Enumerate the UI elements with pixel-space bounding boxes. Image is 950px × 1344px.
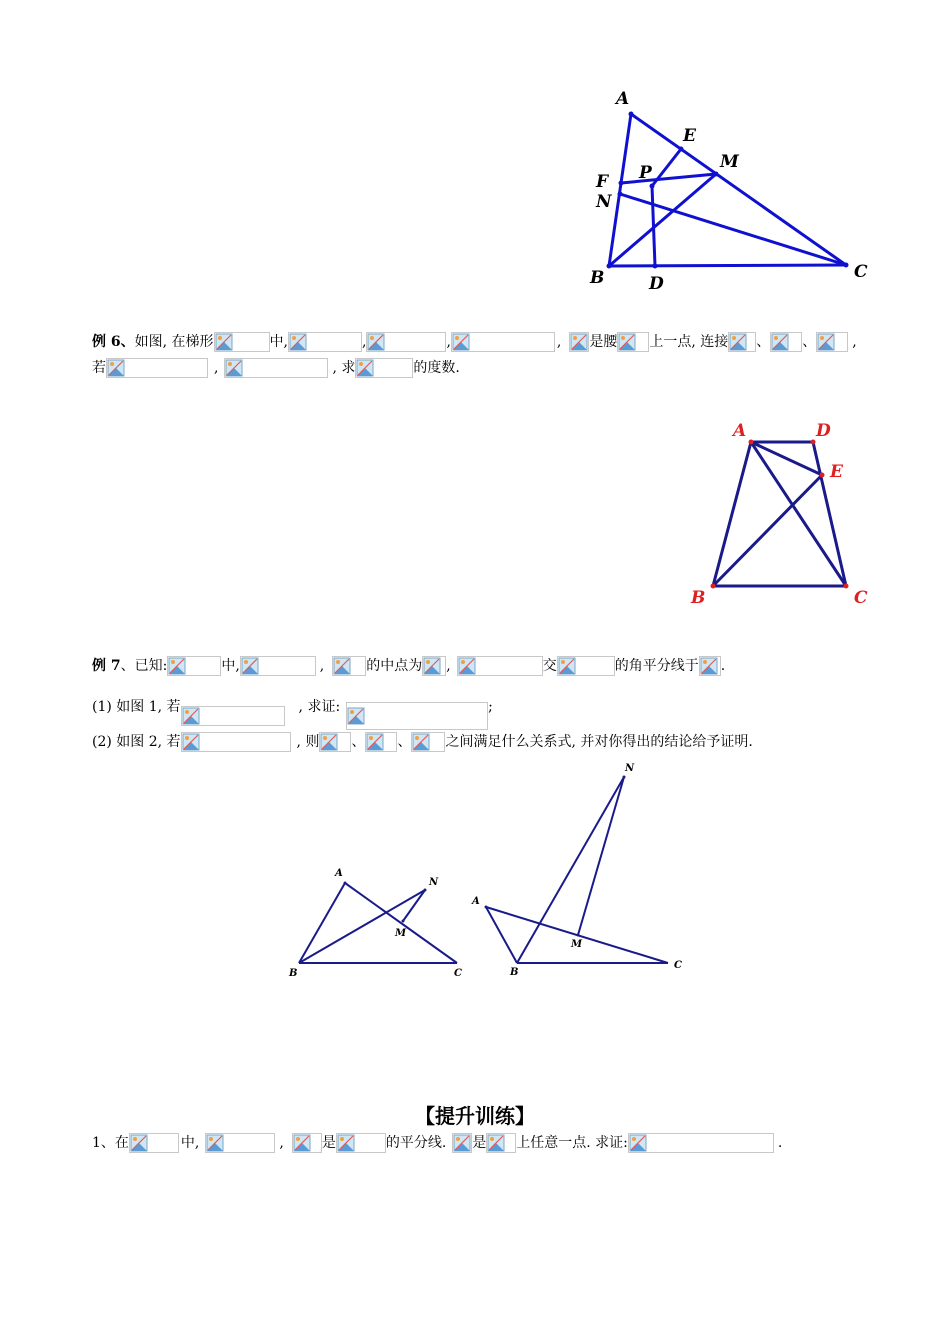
broken-image-icon: [452, 1133, 472, 1153]
figure-1-triangle: [280, 860, 470, 985]
label-c: C: [854, 588, 868, 608]
label-b: B: [590, 268, 605, 288]
broken-image-icon: [240, 656, 316, 676]
broken-image-icon: [486, 1133, 516, 1153]
broken-image-icon: [224, 358, 328, 378]
broken-image-icon: [366, 332, 446, 352]
broken-image-icon: [319, 732, 351, 752]
question-1: 1、在 中, , 是 的平分线. 是 上任意一点. 求证: .: [92, 1135, 783, 1151]
label-f: F: [596, 172, 609, 192]
label-c: C: [454, 968, 462, 979]
broken-image-icon: [365, 732, 397, 752]
broken-image-icon: [167, 656, 221, 676]
figure-2-triangle: [470, 760, 690, 985]
broken-image-icon: [569, 332, 589, 352]
label-d: D: [649, 274, 664, 294]
label-m: M: [571, 939, 583, 950]
broken-image-icon: [292, 1133, 322, 1153]
label-m: M: [395, 928, 407, 939]
label-n: N: [596, 192, 612, 212]
label-a: A: [616, 89, 630, 109]
broken-image-icon: [770, 332, 802, 352]
label-n: N: [625, 763, 635, 774]
label-b: B: [691, 588, 706, 608]
label-d: D: [816, 421, 831, 441]
broken-image-icon: [181, 706, 285, 726]
broken-image-icon: [628, 1133, 774, 1153]
broken-image-icon: [816, 332, 848, 352]
label-a: A: [733, 421, 747, 441]
broken-image-icon: [214, 332, 270, 352]
broken-image-icon: [205, 1133, 275, 1153]
label-p: P: [639, 163, 652, 183]
example-7-part-2: (2) 如图 2, 若 , 则 、 、 之间满足什么关系式, 并对你得出的结论给予证明.: [92, 734, 753, 750]
broken-image-icon: [617, 332, 649, 352]
example-7-line-1: 例 7 、已知: 中, , 的中点为 , 交 的角平分线于 .: [92, 655, 725, 677]
example-6-line-1: 例 6、 如图, 在梯形 中, , , , 是腰 上一点, 连接 、 、 ,: [92, 331, 857, 353]
broken-image-icon: [129, 1133, 179, 1153]
label-b: B: [510, 967, 519, 978]
example-6-line-2: 若 , , 求 的度数.: [92, 360, 460, 376]
broken-image-icon: [332, 656, 366, 676]
label-a: A: [472, 896, 480, 907]
broken-image-icon: [411, 732, 445, 752]
broken-image-icon: [457, 656, 543, 676]
section-heading: 【提升训练】: [415, 1104, 535, 1128]
label-c: C: [674, 960, 682, 971]
broken-image-icon: [728, 332, 756, 352]
broken-image-icon: [557, 656, 615, 676]
broken-image-icon: [451, 332, 555, 352]
label-n: N: [429, 877, 439, 888]
broken-image-icon: [181, 732, 291, 752]
label-b: B: [289, 968, 298, 979]
example-7-prefix: 例 7: [92, 658, 121, 674]
broken-image-icon: [288, 332, 362, 352]
broken-image-icon: [355, 358, 413, 378]
broken-image-icon: [106, 358, 208, 378]
broken-image-icon: [336, 1133, 386, 1153]
example-6-prefix: 例 6、: [92, 334, 135, 350]
example-7-part-1: (1) 如图 1, 若 , 求证: ;: [92, 684, 493, 730]
label-e: E: [830, 462, 843, 482]
broken-image-icon: [422, 656, 446, 676]
label-a: A: [335, 868, 343, 879]
label-c: C: [854, 262, 868, 282]
broken-image-icon: [346, 702, 488, 730]
label-m: M: [720, 152, 739, 172]
figure-triangle-abc: [580, 80, 880, 295]
broken-image-icon: [699, 656, 721, 676]
figure-trapezoid-abcd: [680, 415, 880, 610]
label-e: E: [683, 126, 696, 146]
